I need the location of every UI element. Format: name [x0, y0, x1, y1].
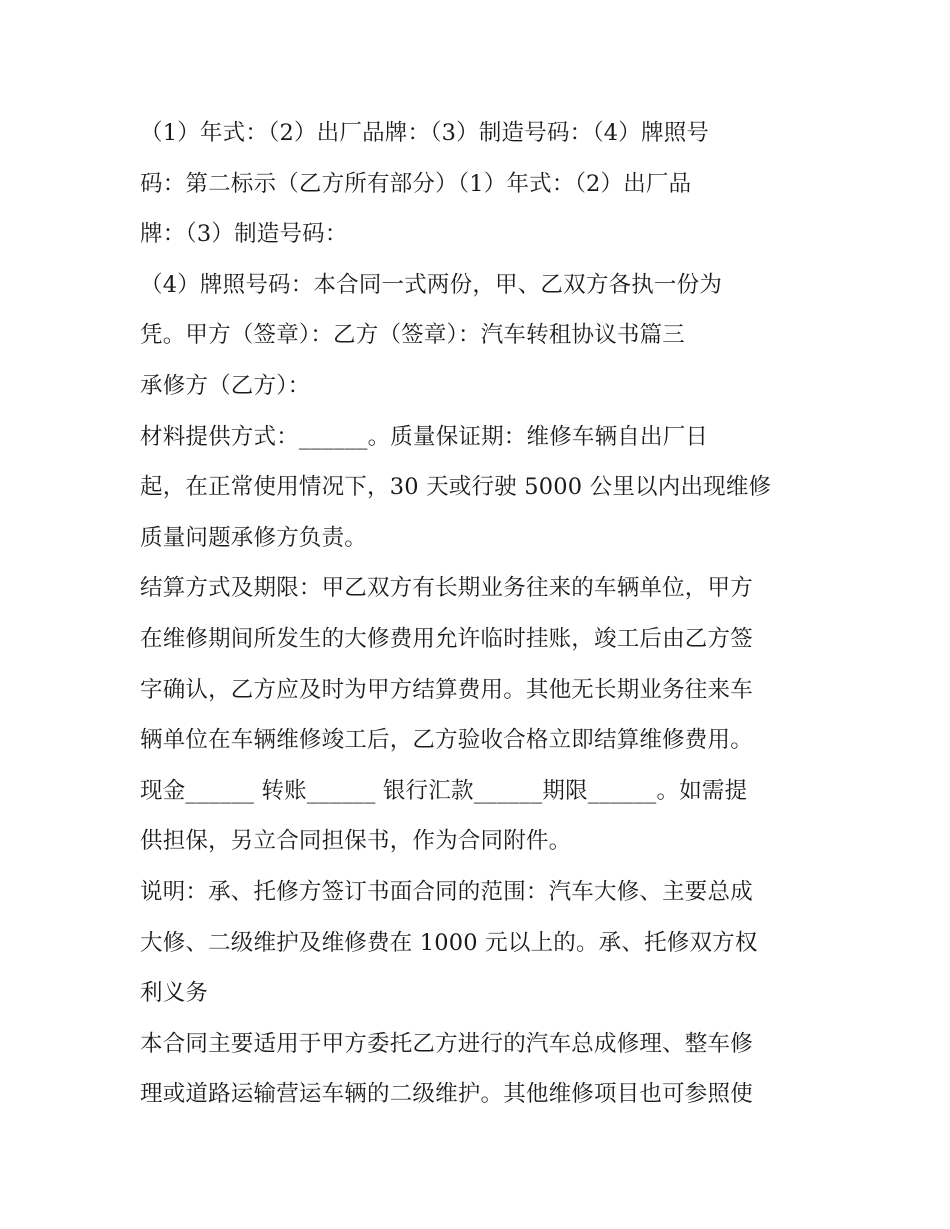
text-line: （4）牌照号码：本合同一式两份，甲、乙双方各执一份为	[140, 271, 723, 298]
text-line: 起，在正常使用情况下，30 天或行驶 5000 公里以内出现维修	[140, 474, 772, 501]
text-line: 本合同主要适用于甲方委托乙方进行的汽车总成修理、整车修	[140, 1030, 753, 1057]
text-line: 现金______ 转账______ 银行汇款______期限______。如需提	[140, 777, 748, 804]
text-line: 码：第二标示（乙方所有部分）（1）年式：（2）出厂品	[140, 170, 692, 197]
text-line: 在维修期间所发生的大修费用允许临时挂账，竣工后由乙方签	[140, 625, 753, 652]
text-line: （1）年式：（2）出厂品牌：（3）制造号码：（4）牌照号	[140, 120, 710, 146]
text-line: 说明：承、托修方签订书面合同的范围：汽车大修、主要总成	[140, 878, 753, 905]
text-line: 凭。甲方（签章）：乙方（签章）：汽车转租协议书篇三	[140, 322, 686, 349]
text-line: 利义务	[140, 980, 209, 1007]
text-line: 牌：（3）制造号码：	[140, 221, 348, 248]
text-line: 质量问题承修方负责。	[140, 524, 368, 551]
text-line: 结算方式及期限：甲乙双方有长期业务往来的车辆单位，甲方	[140, 575, 753, 602]
document-body	[140, 108, 820, 1120]
text-line: 理或道路运输营运车辆的二级维护。其他维修项目也可参照使	[140, 1081, 753, 1108]
text-line: 材料提供方式：______。质量保证期：维修车辆自出厂日	[140, 423, 709, 450]
text-line: 辆单位在车辆维修竣工后，乙方验收合格立即结算维修费用。	[140, 727, 753, 754]
text-line: 大修、二级维护及维修费在 1000 元以上的。承、托修双方权	[140, 929, 758, 956]
text-line: 承修方（乙方）：	[140, 372, 311, 399]
text-line: 供担保，另立合同担保书，作为合同附件。	[140, 828, 572, 855]
text-line: 字确认，乙方应及时为甲方结算费用。其他无长期业务往来车	[140, 676, 753, 703]
